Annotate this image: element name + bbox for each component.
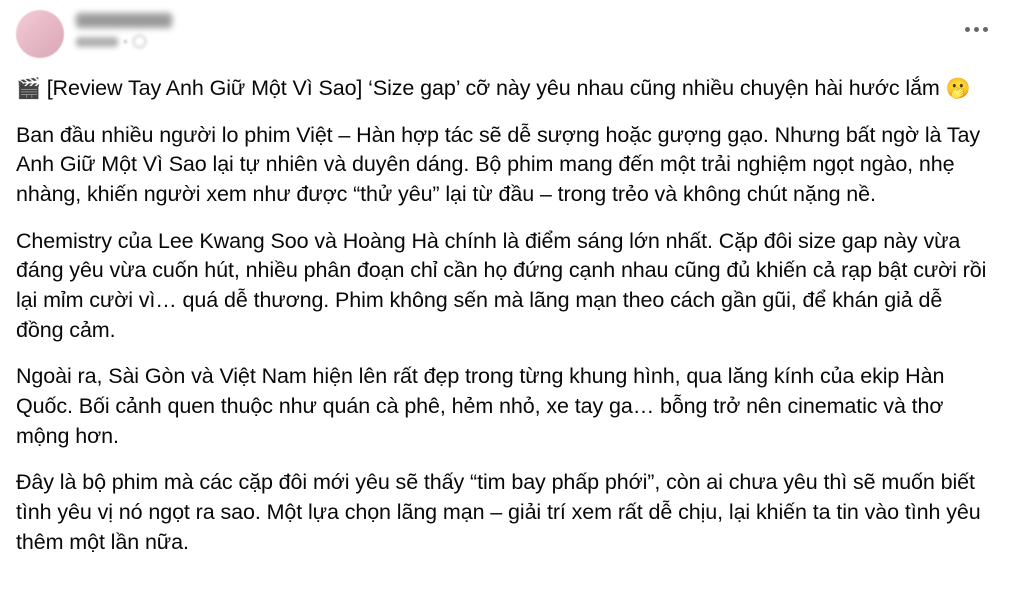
globe-icon[interactable] [133, 35, 146, 48]
post-title-line [16, 74, 995, 104]
ellipsis-icon[interactable] [959, 12, 993, 46]
ellipsis-dot-2 [974, 27, 979, 32]
clapperboard-icon: 🎬 [16, 76, 41, 100]
ellipsis-dot-1 [965, 27, 970, 32]
post-title: [Review Tay Anh Giữ Một Vì Sao] ‘Size gap’ cỡ này yêu nhau cũng nhiều chuyện hài hước lắm [46, 76, 940, 100]
post-meta [76, 35, 172, 48]
post-paragraph: Ngoài ra, Sài Gòn và Việt Nam hiện lên rất đẹp trong từng khung hình, qua lăng kính của ekip Hàn Quốc. Bối cảnh quen thuộc như quán cà phê, hẻm nhỏ, xe tay ga… bỗng trở nên cinematic và thơ mộng hơn. [16, 364, 945, 448]
post-paragraph: Chemistry của Lee Kwang Soo và Hoàng Hà chính là điểm sáng lớn nhất. Cặp đôi size gap này vừa đáng yêu vừa cuốn hút, nhiều phân đoạn chỉ cần họ đứng cạnh nhau cũng đủ khiến cả rạp bật cười rồi lại mỉm cười vì… quá dễ thương. Phim không sến mà lãng mạn theo cách gần gũi, để khán giả dễ đồng cảm. [16, 228, 987, 342]
post-header [0, 0, 1011, 62]
post-timestamp[interactable] [76, 37, 118, 47]
post-paragraph: Ban đầu nhiều người lo phim Việt – Hàn hợp tác sẽ dễ sượng hoặc gượng gạo. Nhưng bất ngờ là Tay Anh Giữ Một Vì Sao lại tự nhiên và duyên dáng. Bộ phim mang đến một trải nghiệm ngọt ngào, nhẹ nhàng, khiến người xem như được “thử yêu” lại từ đầu – trong trẻo và không chút nặng nề. [16, 122, 981, 206]
author-name[interactable] [76, 13, 172, 28]
ellipsis-dot-3 [983, 27, 988, 32]
post-paragraph: Đây là bộ phim mà các cặp đôi mới yêu sẽ thấy “tim bay phấp phới”, còn ai chưa yêu thì sẽ muốn biết tình yêu vị nó ngọt ra sao. Một lựa chọn lãng mạn – giải trí xem rất dễ chịu, lại khiến ta tin vào tình yêu thêm một lần nữa. [16, 470, 981, 554]
post-author-block [76, 10, 172, 48]
post-content [0, 62, 1011, 557]
avatar[interactable] [16, 10, 64, 58]
meta-separator-dot [124, 40, 127, 43]
face-with-hand-over-mouth-icon: 🫢 [945, 76, 971, 100]
